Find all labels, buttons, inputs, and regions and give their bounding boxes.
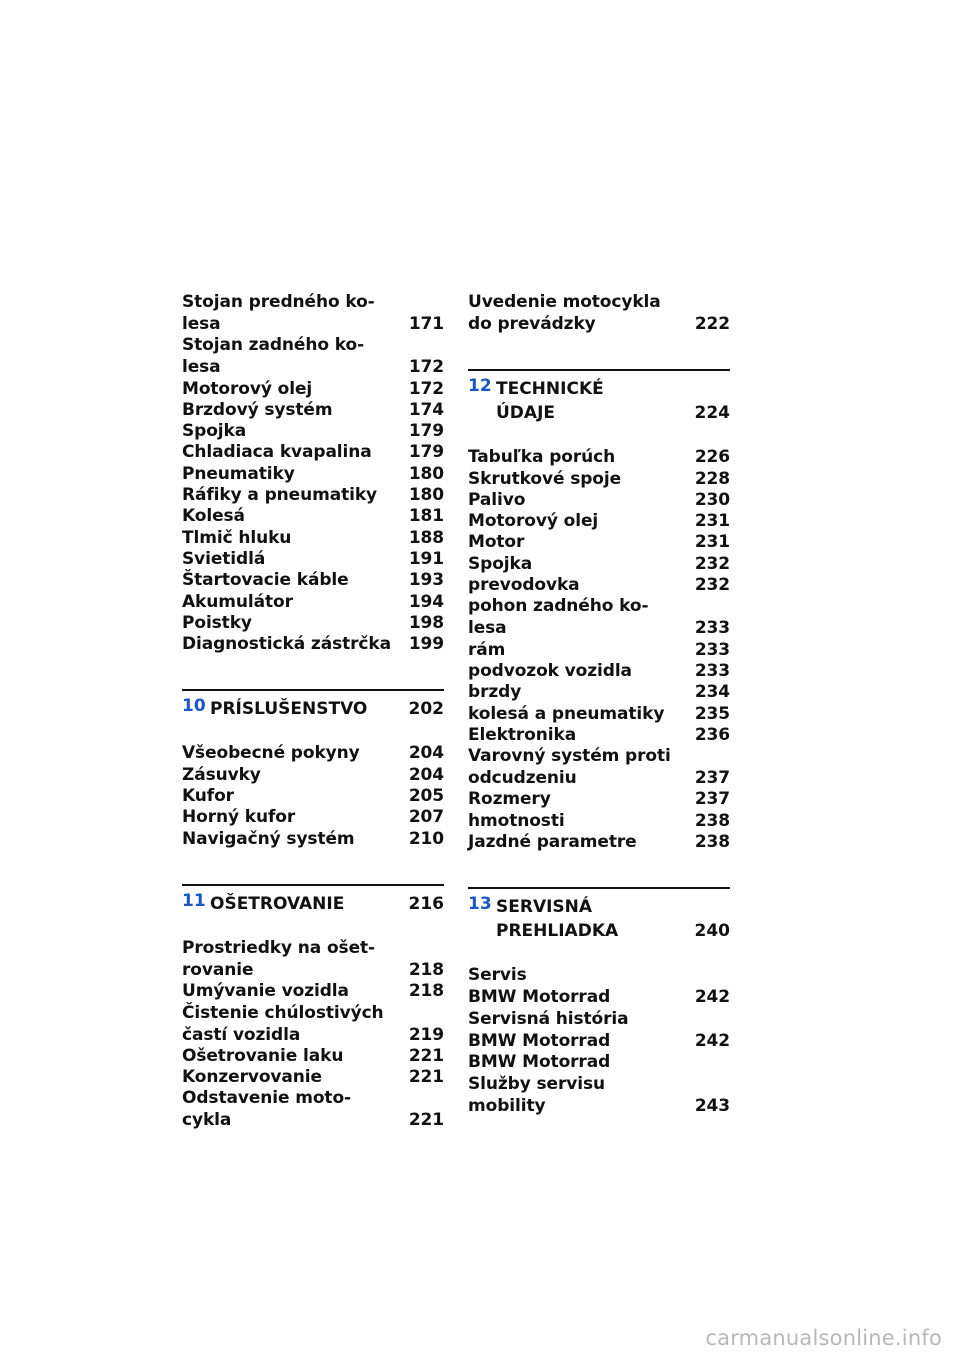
toc-entry[interactable] — [182, 765, 444, 786]
toc-entry[interactable] — [182, 938, 444, 981]
toc-entry[interactable] — [468, 511, 730, 532]
toc-entry-label: lesa — [182, 357, 221, 378]
toc-page-number: 174 — [408, 399, 444, 420]
toc-entry-label: Odstavenie moto- — [182, 1088, 351, 1109]
toc-entry[interactable] — [182, 786, 444, 807]
toc-entry[interactable] — [182, 464, 444, 485]
toc-entry[interactable] — [468, 490, 730, 511]
toc-page-number: 199 — [408, 634, 444, 655]
toc-entry-label: pohon zadného ko- — [468, 596, 649, 617]
toc-page-number: 205 — [408, 786, 444, 807]
toc-entry[interactable] — [468, 661, 730, 682]
toc-page-number: 204 — [408, 764, 444, 785]
toc-entry[interactable] — [468, 746, 730, 789]
toc-section-13[interactable] — [468, 887, 730, 943]
toc-entry[interactable] — [182, 807, 444, 828]
toc-page-number: 207 — [408, 807, 444, 828]
toc-group-section-13 — [468, 965, 730, 1117]
toc-entry-label: Prostriedky na ošet- — [182, 937, 375, 958]
toc-entry[interactable] — [468, 1009, 730, 1052]
toc-entry-label: podvozok vozidla — [468, 660, 632, 681]
toc-entry-label: Štartovacie káble — [182, 570, 349, 591]
toc-page-number: 228 — [694, 468, 730, 489]
toc-entry[interactable] — [182, 400, 444, 421]
toc-entry-label: Ošetrovanie laku — [182, 1045, 344, 1066]
toc-page-number: 242 — [694, 1030, 730, 1051]
toc-page-number: 171 — [408, 314, 444, 334]
toc-entry[interactable] — [182, 379, 444, 400]
toc-entry-label: Diagnostická zástrčka — [182, 634, 391, 655]
section-title: ÚDAJE — [496, 403, 556, 424]
toc-page-number: 242 — [694, 987, 730, 1008]
toc-entry-label: cykla — [182, 1110, 232, 1131]
toc-entry-label: Motor — [468, 532, 525, 553]
toc-page-number: 198 — [408, 612, 444, 633]
toc-column-right — [468, 292, 730, 1117]
toc-entry-label: Rozmery — [468, 789, 551, 810]
toc-page-number: 179 — [408, 442, 444, 463]
toc-entry-label: Čistenie chúlostivých — [182, 1002, 384, 1023]
toc-entry-label: Kolesá — [182, 506, 245, 527]
toc-entry-label: Servis — [468, 965, 527, 986]
toc-entry[interactable] — [182, 442, 444, 463]
toc-entry-label: brzdy — [468, 682, 522, 703]
toc-page-number: 172 — [408, 378, 444, 399]
toc-page-number: 230 — [694, 489, 730, 510]
toc-page-number: 243 — [694, 1095, 730, 1116]
toc-page-number: 231 — [694, 532, 730, 553]
toc-entry-label: Poistky — [182, 612, 252, 633]
section-title: SERVISNÁ — [496, 897, 593, 918]
toc-page-number: 180 — [408, 463, 444, 484]
toc-entry[interactable] — [182, 1046, 444, 1067]
toc-entry[interactable] — [182, 981, 444, 1002]
toc-entry-label: Akumulátor — [182, 591, 293, 612]
toc-entry[interactable] — [182, 1088, 444, 1131]
toc-entry[interactable] — [468, 725, 730, 746]
toc-entry-label: Tlmič hluku — [182, 527, 292, 548]
toc-entry-label: Skrutkové spoje — [468, 468, 622, 489]
toc-entry[interactable] — [468, 640, 730, 661]
toc-entry[interactable] — [468, 596, 730, 639]
toc-entry[interactable] — [468, 682, 730, 703]
toc-entry-label: Stojan zadného ko- — [182, 335, 365, 356]
toc-page-number: 224 — [694, 403, 730, 424]
toc-entry[interactable] — [182, 570, 444, 591]
toc-entry-label: Pneumatiky — [182, 463, 295, 484]
toc-entry-label: mobility — [468, 1095, 546, 1116]
toc-entry[interactable] — [468, 575, 730, 596]
toc-page-number: 233 — [694, 618, 730, 639]
toc-column-left — [182, 292, 444, 1132]
toc-page-number: 221 — [408, 1067, 444, 1088]
toc-page-number: 221 — [408, 1045, 444, 1066]
toc-page-number: 233 — [694, 660, 730, 681]
toc-entry-label: Stojan predného ko- — [182, 292, 375, 312]
toc-page-number: 179 — [408, 421, 444, 442]
toc-entry[interactable] — [468, 789, 730, 810]
toc-entry[interactable] — [182, 743, 444, 764]
toc-entry-label: Kufor — [182, 786, 234, 807]
toc-entry[interactable] — [468, 554, 730, 575]
toc-entry-label: kolesá a pneumatiky — [468, 703, 665, 724]
toc-entry[interactable] — [468, 832, 730, 853]
toc-entry[interactable] — [182, 335, 444, 378]
section-number: 10 — [182, 696, 206, 717]
toc-entry-label: Spojka — [468, 553, 533, 574]
toc-page-number: 238 — [694, 832, 730, 853]
toc-page-number: 234 — [694, 682, 730, 703]
toc-entry-label: Motorový olej — [468, 511, 599, 532]
toc-group-top-left — [182, 292, 444, 655]
section-number: 11 — [182, 890, 206, 911]
toc-entry-label: BMW Motorrad — [468, 987, 611, 1008]
toc-entry-label: Horný kufor — [182, 807, 296, 828]
toc-page-number: 219 — [408, 1024, 444, 1045]
toc-entry[interactable] — [468, 965, 730, 1008]
toc-entry[interactable] — [182, 485, 444, 506]
toc-entry-label: rovanie — [182, 959, 254, 980]
toc-page-number: 222 — [694, 314, 730, 334]
toc-entry[interactable] — [468, 469, 730, 490]
toc-entry-label: Navigačný systém — [182, 828, 355, 849]
toc-entry[interactable] — [182, 634, 444, 655]
toc-page-number: 202 — [408, 699, 444, 720]
section-title: OŠETROVANIE — [210, 893, 345, 914]
toc-entry-label: Jazdné parametre — [468, 832, 637, 853]
toc-page-number: 237 — [694, 789, 730, 810]
toc-page-number: 237 — [694, 768, 730, 789]
toc-entry[interactable] — [182, 613, 444, 634]
toc-entry-label: Varovný systém proti — [468, 746, 671, 767]
toc-entry[interactable] — [468, 447, 730, 468]
toc-group-section-10 — [182, 743, 444, 849]
toc-entry-label: Motorový olej — [182, 378, 313, 399]
toc-page-number: 180 — [408, 485, 444, 506]
toc-entry-label: Uvedenie motocykla — [468, 292, 661, 312]
toc-page-number: 232 — [694, 575, 730, 596]
section-title: PRÍSLUŠENSTVO — [210, 699, 368, 720]
toc-page-number: 218 — [408, 981, 444, 1002]
toc-page-number: 181 — [408, 506, 444, 527]
toc-page-number: 188 — [408, 527, 444, 548]
toc-page-number: 204 — [408, 743, 444, 764]
toc-entry[interactable] — [182, 506, 444, 527]
toc-page-number: 238 — [694, 810, 730, 831]
toc-entry[interactable] — [468, 532, 730, 553]
site-watermark: carmanualsonline.info — [705, 1326, 942, 1350]
toc-page-number: 236 — [694, 724, 730, 745]
toc-page-number: 193 — [408, 570, 444, 591]
toc-entry-label: Konzervovanie — [182, 1067, 322, 1088]
toc-entry[interactable] — [182, 592, 444, 613]
toc-entry[interactable] — [468, 704, 730, 725]
toc-entry-label: odcudzeniu — [468, 768, 577, 789]
toc-page-number: 191 — [408, 548, 444, 569]
toc-entry-label: prevodovka — [468, 575, 580, 596]
toc-page-number: 194 — [408, 591, 444, 612]
toc-entry-label: rám — [468, 639, 506, 660]
section-number: 13 — [468, 894, 492, 915]
toc-entry-label: Ráfiky a pneumatiky — [182, 485, 378, 506]
section-title: PREHLIADKA — [496, 921, 619, 942]
toc-section-11[interactable] — [182, 884, 444, 916]
toc-entry-label: Servisná história — [468, 1008, 629, 1029]
toc-entry-label: Elektronika — [468, 724, 577, 745]
toc-entry[interactable] — [182, 421, 444, 442]
toc-entry-label: Tabuľka porúch — [468, 447, 616, 468]
toc-entry[interactable] — [182, 829, 444, 850]
toc-group-top-right — [468, 292, 730, 335]
toc-entry[interactable] — [182, 292, 444, 335]
toc-page-number: 231 — [694, 511, 730, 532]
toc-page-number: 172 — [408, 357, 444, 378]
section-number: 12 — [468, 376, 492, 397]
toc-entry-label: hmotnosti — [468, 810, 565, 831]
toc-entry-label: Umývanie vozidla — [182, 981, 349, 1002]
toc-section-10[interactable] — [182, 689, 444, 721]
toc-entry[interactable] — [468, 1052, 730, 1117]
toc-entry-label: Chladiaca kvapalina — [182, 442, 372, 463]
toc-entry-label: BMW Motorrad — [468, 1030, 611, 1051]
toc-entry-label: BMW Motorrad — [468, 1051, 611, 1072]
toc-entry-label: do prevádzky — [468, 314, 596, 334]
toc-entry-label: Služby servisu — [468, 1073, 605, 1094]
toc-page-number: 210 — [408, 828, 444, 849]
toc-entry[interactable] — [468, 811, 730, 832]
toc-page-number: 232 — [694, 553, 730, 574]
toc-page-number: 235 — [694, 703, 730, 724]
toc-entry[interactable] — [182, 549, 444, 570]
toc-entry[interactable] — [182, 1067, 444, 1088]
toc-page-number: 216 — [408, 893, 444, 914]
toc-entry-label: Svietidlá — [182, 548, 266, 569]
toc-entry-label: Zásuvky — [182, 764, 261, 785]
toc-page-number: 221 — [408, 1110, 444, 1131]
toc-page-number: 233 — [694, 639, 730, 660]
toc-entry-label: Brzdový systém — [182, 399, 333, 420]
toc-page-number: 240 — [694, 921, 730, 942]
toc-entry[interactable] — [468, 292, 730, 335]
toc-entry[interactable] — [182, 1003, 444, 1046]
toc-entry[interactable] — [182, 528, 444, 549]
toc-page-number: 218 — [408, 959, 444, 980]
toc-entry-label: Palivo — [468, 489, 526, 510]
toc-entry-label: lesa — [182, 314, 221, 334]
toc-section-12[interactable] — [468, 369, 730, 425]
section-title: TECHNICKÉ — [496, 379, 604, 400]
toc-group-section-12 — [468, 447, 730, 853]
toc-entry-label: lesa — [468, 618, 507, 639]
toc-entry-label: častí vozidla — [182, 1024, 301, 1045]
toc-group-section-11 — [182, 938, 444, 1132]
toc-entry-label: Všeobecné pokyny — [182, 743, 360, 764]
toc-page-number: 226 — [694, 447, 730, 468]
toc-entry-label: Spojka — [182, 421, 247, 442]
